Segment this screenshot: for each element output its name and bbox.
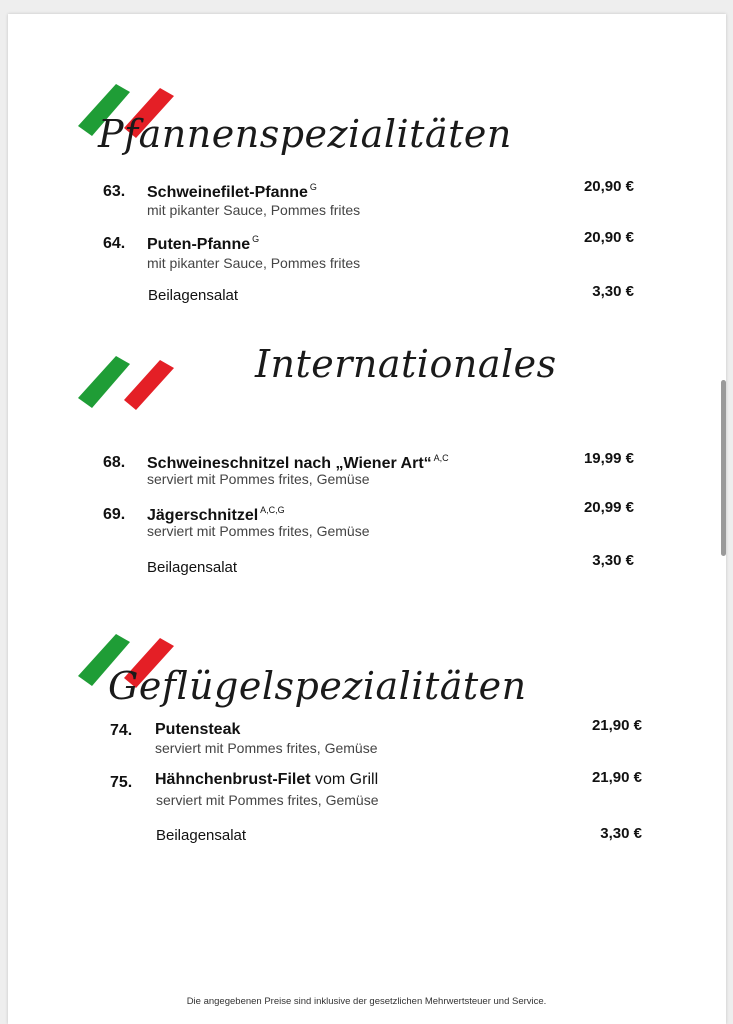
item-number: 69. — [103, 506, 126, 523]
item-name: Puten-Pfanne $^G$ — [147, 234, 260, 253]
item-description: mit pikanter Sauce, Pommes frites — [147, 255, 361, 271]
item-name: Putensteak — [155, 721, 241, 738]
item-price: 21,90 € — [591, 717, 642, 734]
italian-flag-icon — [70, 350, 180, 420]
item-price: 20,99 € — [583, 499, 634, 516]
section-title-internationales: Internationales — [255, 342, 557, 386]
item-name: Hähnchenbrust-Filet vom Grill — [155, 771, 379, 788]
item-description: mit pikanter Sauce, Pommes frites — [147, 202, 361, 218]
allergen-codes: G — [309, 182, 317, 192]
side-dish-price: 3,30 € — [592, 283, 634, 300]
footer-note: Die angegebenen Preise sind inklusive der gesetzlichen Mehrwertsteuer und Service. — [186, 996, 547, 1007]
flag-green-stroke — [78, 356, 130, 408]
flag-red-stroke — [124, 360, 174, 410]
item-number: 74. — [110, 722, 133, 739]
side-dish-price: 3,30 € — [592, 552, 634, 569]
item-number: 75. — [110, 774, 133, 791]
side-dish-label: Beilagensalat — [147, 559, 238, 576]
section-title-pfannen: Pfannenspezialitäten — [98, 112, 512, 156]
item-price: 20,90 € — [583, 229, 634, 246]
side-dish-label: Beilagensalat — [156, 827, 247, 844]
item-price: 20,90 € — [583, 178, 634, 195]
allergen-codes: A,C,G — [260, 505, 285, 515]
item-description: serviert mit Pommes frites, Gemüse — [147, 471, 370, 487]
item-description: serviert mit Pommes frites, Gemüse — [147, 523, 370, 539]
item-name: Schweinefilet-Pfanne $^G$ — [147, 182, 317, 201]
item-description: serviert mit Pommes frites, Gemüse — [155, 740, 378, 756]
item-price: 19,99 € — [583, 450, 634, 467]
item-number: 68. — [103, 454, 126, 471]
side-dish-label: Beilagensalat — [148, 287, 239, 304]
item-price: 21,90 € — [591, 769, 642, 786]
item-name: Jägerschnitzel $^{A,C,G}$ — [147, 505, 285, 524]
section-title-gefluegel: Geflügelspezialitäten — [108, 664, 527, 708]
item-number: 63. — [103, 183, 126, 200]
allergen-codes: A,C — [433, 453, 449, 463]
allergen-codes: G — [252, 234, 260, 244]
item-description: serviert mit Pommes frites, Gemüse — [156, 792, 379, 808]
item-name-extra: vom Grill — [310, 771, 379, 788]
item-number: 64. — [103, 235, 126, 252]
item-name: Schweineschnitzel nach „Wiener Art“ $^{A,C}$ — [147, 453, 449, 472]
scrollbar[interactable] — [721, 380, 726, 556]
side-dish-price: 3,30 € — [600, 825, 642, 842]
